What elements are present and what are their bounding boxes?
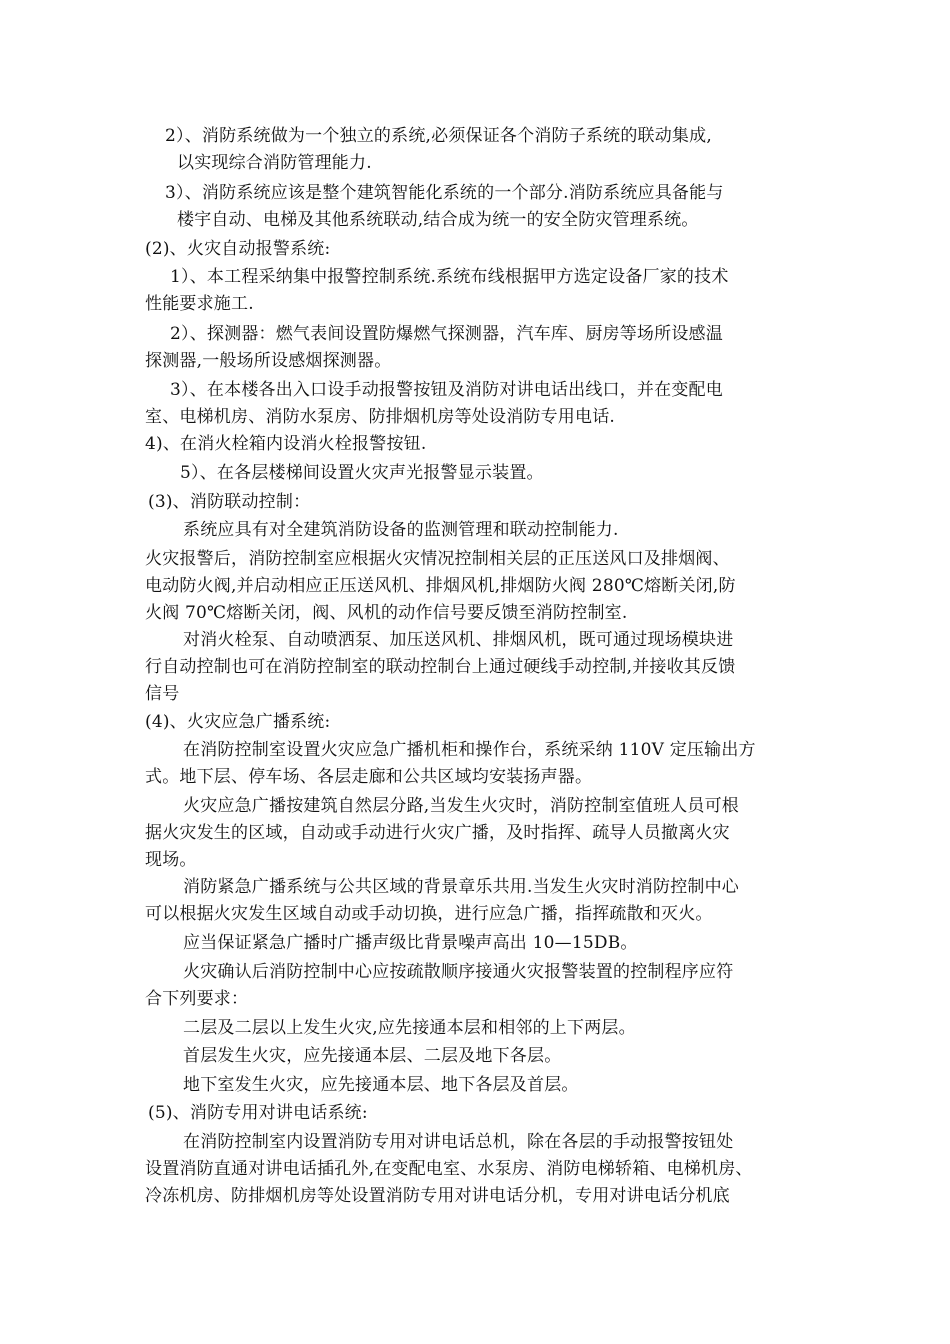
paragraph-line: 以实现综合消防管理能力. bbox=[177, 153, 372, 173]
paragraph-line: 火灾报警后，消防控制室应根据火灾情况控制相关层的正压送风口及排烟阀、 bbox=[145, 549, 730, 569]
paragraph-line: 对消火栓泵、自动喷洒泵、加压送风机、排烟风机，既可通过现场模块进 bbox=[183, 630, 734, 650]
paragraph-line: 地下室发生火灾，应先接通本层、地下各层及首层。 bbox=[183, 1075, 579, 1095]
paragraph-line: 5）、在各层楼梯间设置火灾声光报警显示装置。 bbox=[180, 463, 544, 483]
paragraph-line: 4)、在消火栓箱内设消火栓报警按钮. bbox=[145, 434, 427, 454]
paragraph-stairwell-alarm bbox=[180, 460, 544, 487]
paragraph-line: 1）、本工程采纳集中报警控制系统.系统布线根据甲方选定设备厂家的技术 bbox=[170, 267, 729, 287]
paragraph-rule-basement bbox=[183, 1072, 579, 1099]
paragraph-line: 3）、在本楼各出入口设手动报警按钮及消防对讲电话出线口，并在变配电 bbox=[170, 380, 723, 400]
paragraph-linkage-capability bbox=[183, 517, 619, 544]
paragraph-line: (5)、消防专用对讲电话系统: bbox=[148, 1103, 368, 1123]
paragraph-pump-control bbox=[145, 627, 736, 708]
paragraph-line: 火灾应急广播按建筑自然层分路,当发生火灾时，消防控制室值班人员可根 bbox=[183, 796, 740, 816]
paragraph-line: 楼宇自动、电梯及其他系统联动,结合成为统一的安全防灾管理系统。 bbox=[177, 210, 699, 230]
paragraph-line: 火阀 70℃熔断关闭，阀、风机的动作信号要反馈至消防控制室. bbox=[145, 603, 628, 623]
paragraph-after-alarm bbox=[145, 546, 736, 627]
paragraph-line: 设置消防直通对讲电话插孔外,在变配电室、水泵房、消防电梯轿箱、电梯机房、 bbox=[145, 1159, 753, 1179]
paragraph-central-alarm bbox=[145, 264, 729, 318]
paragraph-line: 首层发生火灾，应先接通本层、二层及地下各层。 bbox=[183, 1046, 562, 1066]
paragraph-sound-level bbox=[183, 930, 638, 957]
paragraph-line: 行自动控制也可在消防控制室的联动控制台上通过硬线手动控制,并接收其反馈 bbox=[145, 657, 736, 677]
paragraph-line: (3)、消防联动控制： bbox=[148, 492, 311, 512]
paragraph-line: 火灾确认后消防控制中心应按疏散顺序接通火灾报警装置的控制程序应符 bbox=[183, 962, 734, 982]
paragraph-line: 探测器,一般场所设感烟探测器。 bbox=[145, 351, 392, 371]
paragraph-background-music-shared bbox=[145, 874, 740, 928]
paragraph-intercom-host bbox=[145, 1129, 753, 1210]
paragraph-broadcast-cabinet bbox=[145, 737, 756, 791]
paragraph-line: 冷冻机房、防排烟机房等处设置消防专用对讲电话分机，专用对讲电话分机底 bbox=[145, 1186, 730, 1206]
paragraph-broadcast-zoning bbox=[145, 793, 740, 874]
paragraph-line: 二层及二层以上发生火灾,应先接通本层和相邻的上下两层。 bbox=[183, 1018, 636, 1038]
paragraph-line: 可以根据火灾发生区域自动或手动切换，进行应急广播，指挥疏散和灭火。 bbox=[145, 904, 713, 924]
paragraph-line: 应当保证紧急广播时广播声级比背景噪声高出 10—15DB。 bbox=[183, 933, 638, 953]
paragraph-line: 信号 bbox=[145, 684, 180, 704]
paragraph-line: 在消防控制室设置火灾应急广播机柜和操作台，系统采纳 110V 定压输出方 bbox=[183, 740, 756, 760]
section-heading-linkage-control bbox=[148, 489, 310, 516]
paragraph-line: 2）、探测器：燃气表间设置防爆燃气探测器，汽车库、厨房等场所设感温 bbox=[170, 324, 723, 344]
paragraph-evacuation-order bbox=[145, 959, 734, 1013]
paragraph-manual-alarm-buttons bbox=[145, 377, 723, 431]
section-heading-alarm-system bbox=[145, 236, 330, 263]
paragraph-line: 据火灾发生的区域，自动或手动进行火灾广播，及时指挥、疏导人员撤离火灾 bbox=[145, 823, 730, 843]
paragraph-line: 电动防火阀,并启动相应正压送风机、排烟风机,排烟防火阀 280℃熔断关闭,防 bbox=[145, 576, 736, 596]
paragraph-line: 现场。 bbox=[145, 850, 197, 870]
paragraph-hydrant-alarm bbox=[145, 431, 426, 458]
paragraph-line: (4)、火灾应急广播系统: bbox=[145, 712, 331, 732]
paragraph-line: 系统应具有对全建筑消防设备的监测管理和联动控制能力. bbox=[183, 520, 619, 540]
paragraph-line: 3）、消防系统应该是整个建筑智能化系统的一个部分.消防系统应具备能与 bbox=[165, 183, 724, 203]
section-heading-emergency-broadcast bbox=[145, 709, 330, 736]
paragraph-line: 2）、消防系统做为一个独立的系统,必须保证各个消防子系统的联动集成, bbox=[165, 126, 712, 146]
paragraph-line: 消防紧急广播系统与公共区域的背景章乐共用.当发生火灾时消防控制中心 bbox=[183, 877, 740, 897]
paragraph-detectors bbox=[145, 321, 723, 375]
paragraph-line: 式。地下层、停车场、各层走廊和公共区域均安装扬声器。 bbox=[145, 767, 593, 787]
paragraph-line: 室、电梯机房、消防水泵房、防排烟机房等处设消防专用电话. bbox=[145, 407, 616, 427]
paragraph-fire-system-integration bbox=[165, 180, 724, 234]
paragraph-rule-second-floor bbox=[183, 1015, 636, 1042]
paragraph-rule-ground-floor bbox=[183, 1043, 561, 1070]
section-heading-intercom-telephone bbox=[148, 1100, 368, 1127]
paragraph-line: 在消防控制室内设置消防专用对讲电话总机，除在各层的手动报警按钮处 bbox=[183, 1132, 734, 1152]
paragraph-line: 合下列要求： bbox=[145, 989, 249, 1009]
paragraph-fire-system-independent bbox=[165, 123, 712, 177]
paragraph-line: (2)、火灾自动报警系统: bbox=[145, 239, 331, 259]
paragraph-line: 性能要求施工. bbox=[145, 294, 254, 314]
